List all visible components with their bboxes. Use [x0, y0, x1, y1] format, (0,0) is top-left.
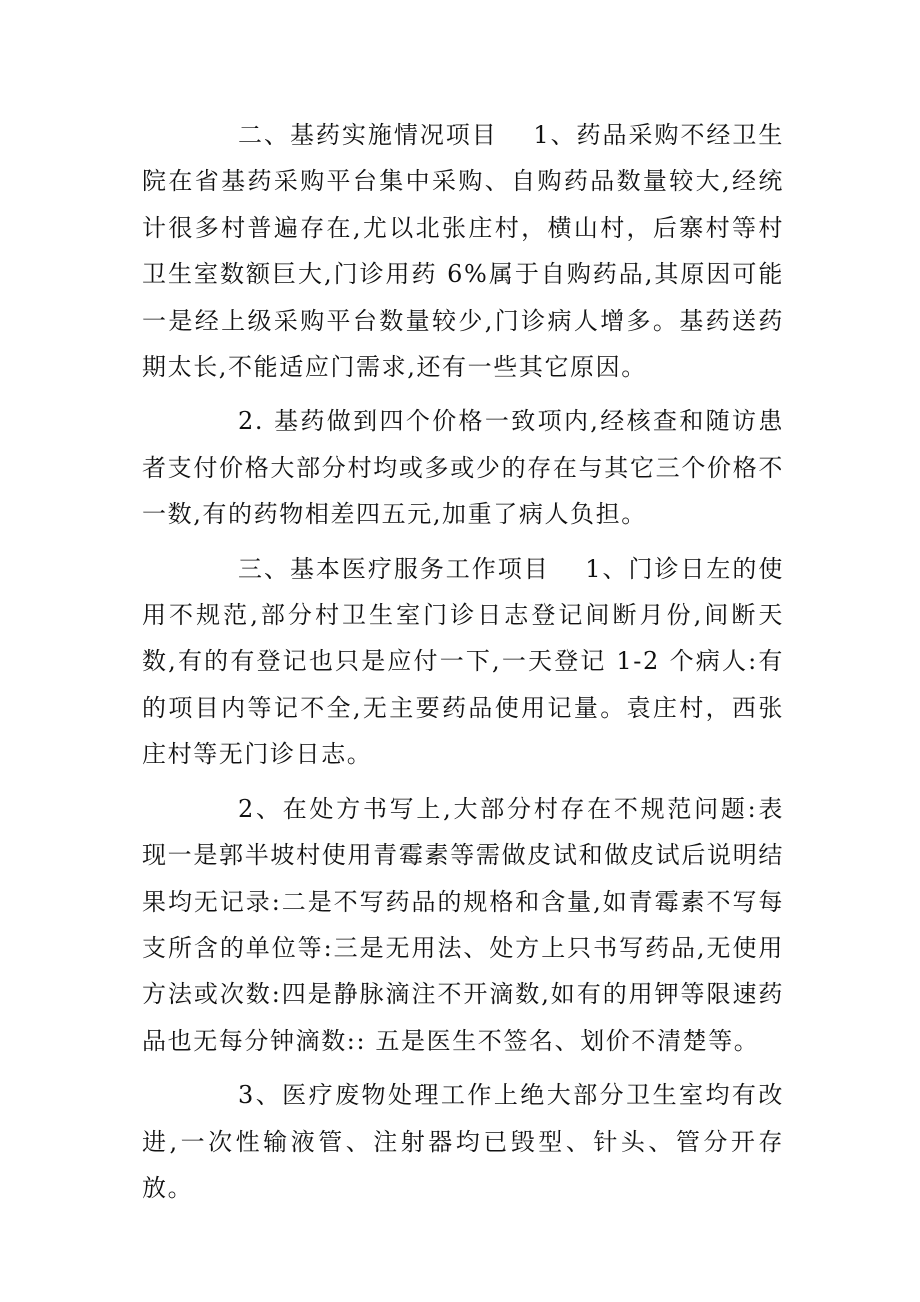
paragraph-outpatient-log: 三、基本医疗服务工作项目 1、门诊日左的使用不规范,部分村卫生室门诊日志登记间断月份,间断天数,有的有登记也只是应付一下,一天登记 1-2 个病人:有的项目内等记不全,无主要药品使用记量。袁庄村，西张庄村等无门诊日志。 [142, 554, 784, 769]
document-body [142, 112, 784, 1219]
paragraph-basic-drugs-implementation: 二、基药实施情况项目 1、药品采购不经卫生院在省基药采购平台集中采购、自购药品数量较大,经统计很多村普遍存在,尤以北张庄村，横山村，后寨村等村卫生室数额巨大,门诊用药 6%属于自购药品,其原因可能一是经上级采购平台数量较少,门诊病人增多。基药送药期太长,不能适应门需求,还有一些其它原因。 [142, 121, 784, 382]
paragraph-medical-waste: 3、医疗废物处理工作上绝大部分卫生室均有改进,一次性输液管、注射器均已毁型、针头、管分开存放。 [142, 1081, 784, 1202]
paragraph-prescription-writing: 2、在处方书写上,大部分村存在不规范问题:表现一是郭半坡村使用青霉素等需做皮试和做皮试后说明结果均无记录:二是不写药品的规格和含量,如青霉素不写每支所含的单位等:三是无用法、处方上只书写药品,无使用方法或次数:四是静脉滴注不开滴数,如有的用钾等限速药品也无每分钟滴数:: 五是医生不签名、划价不清楚等。 [142, 794, 784, 1055]
paragraph-drug-price-consistency: 2. 基药做到四个价格一致项内,经核查和随访患者支付价格大部分村均或多或少的存在与其它三个价格不一数,有的药物相差四五元,加重了病人负担。 [142, 407, 784, 529]
